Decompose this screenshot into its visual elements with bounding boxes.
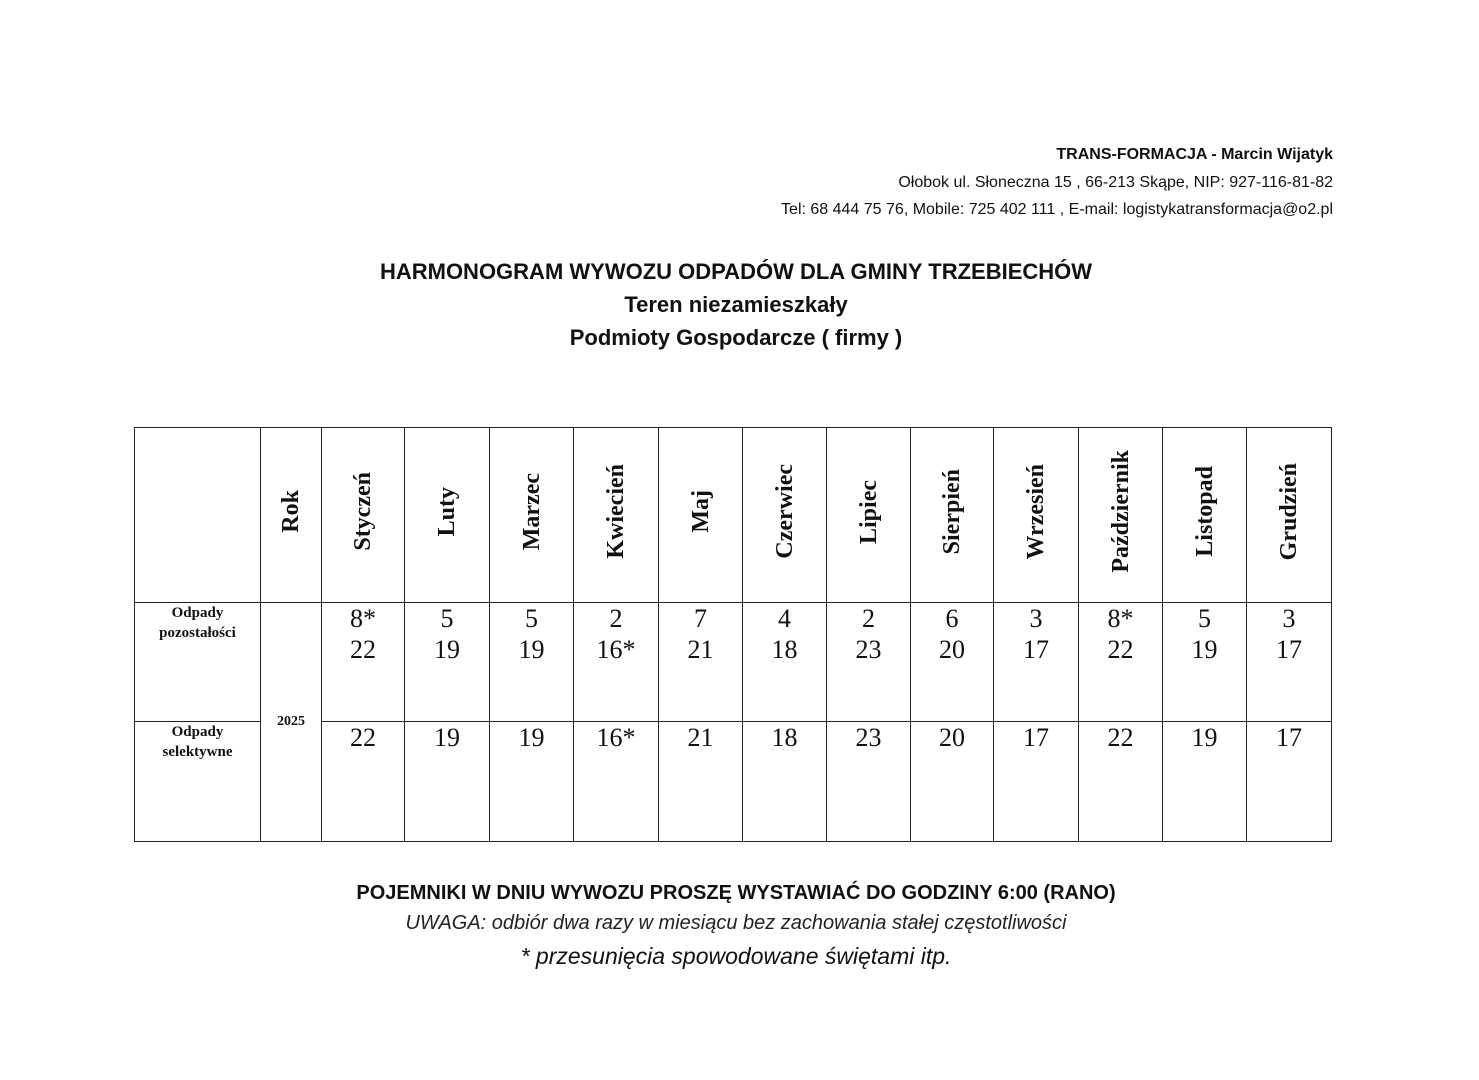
- date-cell: 23: [827, 722, 911, 842]
- company-address: Ołobok ul. Słoneczna 15 , 66-213 Skąpe, NIP: 927-116-81-82: [898, 173, 1333, 191]
- month-header: Grudzień: [1247, 428, 1332, 603]
- title-line-1: HARMONOGRAM WYWOZU ODPADÓW DLA GMINY TRZEBIECHÓW: [379, 259, 1093, 284]
- row-label-residual: Odpady pozostałości: [135, 603, 261, 722]
- date-cell: 20: [911, 722, 994, 842]
- date-cell: 5 19: [405, 603, 490, 722]
- table-row: [135, 603, 1332, 722]
- month-header: Październik: [1079, 428, 1163, 603]
- date-cell: 4 18: [743, 603, 827, 722]
- month-header: Wrzesień: [994, 428, 1079, 603]
- footer-instruction: POJEMNIKI W DNIU WYWOZU PROSZĘ WYSTAWIAĆ DO GODZINY 6:00 (RANO): [356, 882, 1116, 904]
- date-cell: 22: [1079, 722, 1163, 842]
- date-cell: 17: [1247, 722, 1332, 842]
- date-cell: 3 17: [994, 603, 1079, 722]
- month-header: Listopad: [1163, 428, 1247, 603]
- date-cell: 3 17: [1247, 603, 1332, 722]
- footer-asterisk-note: * przesunięcia spowodowane świętami itp.: [520, 943, 952, 969]
- date-cell: 22: [322, 722, 405, 842]
- month-header: Czerwiec: [743, 428, 827, 603]
- date-cell: 2 23: [827, 603, 911, 722]
- title-line-3: Podmioty Gospodarcze ( firmy ): [569, 325, 903, 350]
- title-line-2: Teren niezamieszkały: [624, 292, 848, 317]
- month-header: Sierpień: [911, 428, 994, 603]
- date-cell: 21: [659, 722, 743, 842]
- footer-note: UWAGA: odbiór dwa razy w miesiącu bez zachowania stałej częstotliwości: [405, 912, 1067, 934]
- date-cell: 5 19: [490, 603, 574, 722]
- document-title: [0, 255, 1472, 354]
- month-header: Lipiec: [827, 428, 911, 603]
- year-header: Rok: [261, 428, 322, 603]
- company-contact: Tel: 68 444 75 76, Mobile: 725 402 111 , E-mail: logistykatransformacja@o2.pl: [781, 201, 1333, 218]
- month-header: Luty: [405, 428, 490, 603]
- date-cell: 19: [1163, 722, 1247, 842]
- footer-notes: [0, 878, 1472, 974]
- date-cell: 8* 22: [1079, 603, 1163, 722]
- date-cell: 19: [490, 722, 574, 842]
- month-header: Kwiecień: [574, 428, 659, 603]
- company-name: TRANS-FORMACJA - Marcin Wijatyk: [1056, 146, 1333, 163]
- date-cell: 6 20: [911, 603, 994, 722]
- month-header: Styczeń: [322, 428, 405, 603]
- empty-header-cell: [135, 428, 261, 603]
- date-cell: 18: [743, 722, 827, 842]
- date-cell: 5 19: [1163, 603, 1247, 722]
- date-cell: 8* 22: [322, 603, 405, 722]
- date-cell: 17: [994, 722, 1079, 842]
- date-cell: 16*: [574, 722, 659, 842]
- month-header: Maj: [659, 428, 743, 603]
- date-cell: 2 16*: [574, 603, 659, 722]
- company-header: [781, 141, 1333, 224]
- schedule-table: [134, 427, 1332, 842]
- month-header: Marzec: [490, 428, 574, 603]
- year-cell: 2025: [261, 603, 322, 842]
- header-row: [135, 428, 1332, 603]
- row-label-selective: Odpady selektywne: [135, 722, 261, 842]
- date-cell: 19: [405, 722, 490, 842]
- date-cell: 7 21: [659, 603, 743, 722]
